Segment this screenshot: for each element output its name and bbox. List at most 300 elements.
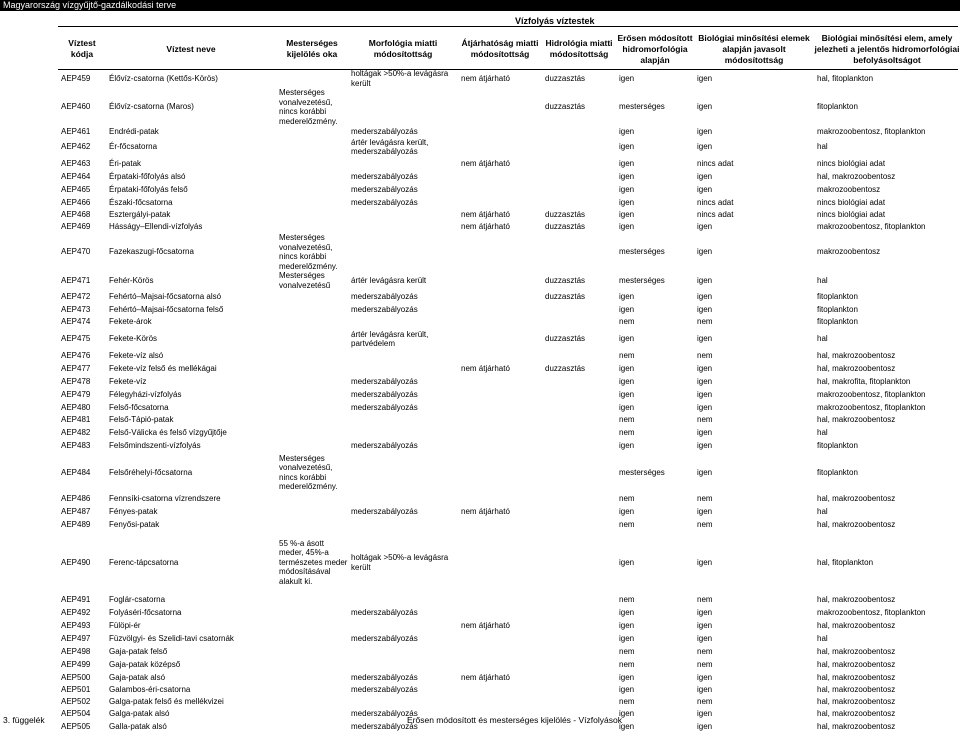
cell-passability	[460, 684, 544, 696]
cell-hydrology	[544, 696, 618, 708]
cell-code: AEP474	[61, 317, 91, 327]
cell-name: Felső-főcsatorna	[109, 402, 169, 412]
cell-name: Fekete-árok	[109, 317, 152, 327]
cell-biological: igen	[697, 376, 713, 386]
cell-indicator: hal, makrozoobentosz	[817, 171, 896, 181]
cell-morphology: mederszabályozás	[351, 376, 418, 386]
cell-heavily-modified: nem	[619, 659, 635, 669]
cell-passability	[460, 375, 544, 388]
cell-name: Gaja-patak alsó	[109, 672, 166, 682]
cell-heavily-modified: igen	[619, 210, 635, 220]
cell-artificial-reason	[278, 606, 350, 619]
cell-indicator: hal, fitoplankton	[817, 557, 874, 567]
cell-hydrology	[544, 388, 618, 401]
cell-name: Gaja-patak középső	[109, 659, 181, 669]
cell-artificial-reason	[278, 619, 350, 632]
cell-biological: igen	[697, 389, 713, 399]
cell-heavily-modified: igen	[619, 171, 635, 181]
cell-name: Galga-patak alsó	[109, 709, 170, 719]
cell-artificial-reason: Mesterséges vonalvezetésű, nincs korábbi mederelőzmény.	[279, 453, 338, 491]
cell-indicator: makrozoobentosz	[817, 247, 881, 257]
cell-heavily-modified: igen	[619, 222, 635, 232]
cell-heavily-modified: mesterséges	[619, 275, 665, 285]
table-row	[60, 671, 958, 684]
cell-name: Félegyházi-vízfolyás	[109, 389, 182, 399]
cell-biological: nem	[697, 494, 713, 504]
cell-biological: igen	[697, 334, 713, 344]
cell-hydrology	[544, 632, 618, 645]
cell-morphology: mederszabályozás	[351, 171, 418, 181]
cell-artificial-reason	[278, 196, 350, 209]
cell-name: Fekete-Körös	[109, 334, 158, 344]
cell-biological: nem	[697, 519, 713, 529]
cell-heavily-modified: igen	[619, 376, 635, 386]
cell-biological: igen	[697, 142, 713, 152]
cell-heavily-modified: nem	[619, 317, 635, 327]
cell-heavily-modified: igen	[619, 607, 635, 617]
cell-passability: nem átjárható	[461, 222, 510, 232]
footer-caption: Erősen módosított és mesterséges kijelölés - Vízfolyások	[407, 715, 622, 725]
cell-passability: nem átjárható	[461, 506, 510, 516]
cell-heavily-modified: igen	[619, 197, 635, 207]
cell-code: AEP468	[61, 210, 91, 220]
cell-code: AEP491	[61, 595, 91, 605]
cell-artificial-reason	[278, 426, 350, 439]
cell-morphology: mederszabályozás	[351, 402, 418, 412]
table-row	[60, 684, 958, 696]
cell-heavily-modified: igen	[619, 440, 635, 450]
cell-name: Ér-főcsatorna	[109, 142, 158, 152]
cell-morphology	[350, 316, 460, 328]
cell-morphology	[350, 493, 460, 505]
header-hidrologia: Hidrológia miatti módosítottság	[545, 38, 613, 59]
cell-indicator: hal	[817, 427, 828, 437]
cell-biological: nem	[697, 317, 713, 327]
cell-hydrology	[544, 684, 618, 696]
cell-name: Fennsíki-csatorna vízrendszere	[109, 494, 221, 504]
cell-artificial-reason	[278, 671, 350, 684]
table-row	[60, 594, 958, 606]
table-row	[60, 414, 958, 426]
cell-biological: nem	[697, 646, 713, 656]
cell-passability: nem átjárható	[461, 73, 510, 83]
cell-biological: igen	[697, 275, 713, 285]
cell-hydrology: duzzasztás	[545, 363, 586, 373]
cell-name: Északi-főcsatorna	[109, 197, 173, 207]
cell-passability	[460, 531, 544, 594]
cell-hydrology	[544, 137, 618, 157]
cell-biological: nincs adat	[697, 158, 734, 168]
table-row	[60, 209, 958, 221]
cell-code: AEP504	[61, 709, 91, 719]
cell-heavily-modified: mesterséges	[619, 102, 665, 112]
cell-heavily-modified: nem	[619, 351, 635, 361]
cell-name: Füzvölgyi- és Szelidi-tavi csatornák	[109, 633, 234, 643]
table-row	[60, 69, 958, 88]
cell-name: Ferenc-tápcsatorna	[109, 557, 179, 567]
cell-code: AEP499	[61, 659, 91, 669]
cell-code: AEP486	[61, 494, 91, 504]
table-row	[60, 426, 958, 439]
table-row	[60, 505, 958, 518]
cell-biological: igen	[697, 402, 713, 412]
cell-hydrology	[544, 594, 618, 606]
cell-code: AEP472	[61, 291, 91, 301]
cell-passability	[460, 271, 544, 290]
table-row	[60, 170, 958, 183]
cell-biological: igen	[697, 363, 713, 373]
cell-heavily-modified: nem	[619, 646, 635, 656]
cell-biological: igen	[697, 672, 713, 682]
cell-name: Esztergályi-patak	[109, 210, 171, 220]
cell-hydrology: duzzasztás	[545, 222, 586, 232]
cell-name: Érpataki-főfolyás alsó	[109, 171, 186, 181]
cell-artificial-reason: Mesterséges vonalvezetésű, nincs korábbi mederelőzmény.	[279, 88, 338, 126]
cell-heavily-modified: igen	[619, 506, 635, 516]
cell-code: AEP464	[61, 171, 91, 181]
cell-biological: igen	[697, 440, 713, 450]
cell-artificial-reason	[278, 350, 350, 362]
cell-heavily-modified: igen	[619, 142, 635, 152]
cell-artificial-reason	[278, 594, 350, 606]
cell-artificial-reason	[278, 316, 350, 328]
cell-indicator: hal, makrozoobentosz	[817, 697, 896, 707]
table-row	[60, 619, 958, 632]
cell-morphology	[350, 362, 460, 375]
cell-name: Élővíz-csatorna (Kettős-Körös)	[109, 73, 218, 83]
cell-passability	[460, 452, 544, 493]
cell-hydrology	[544, 350, 618, 362]
cell-biological: igen	[697, 102, 713, 112]
cell-biological: igen	[697, 291, 713, 301]
table-row	[60, 632, 958, 645]
cell-passability	[460, 303, 544, 316]
cell-indicator: hal, makrozoobentosz	[817, 415, 896, 425]
cell-indicator: hal	[817, 142, 828, 152]
cell-morphology: mederszabályozás	[351, 126, 418, 136]
cell-hydrology	[544, 439, 618, 452]
cell-name: Felső-Tápió-patak	[109, 415, 174, 425]
table-supertitle: Vízfolyás víztestek	[515, 16, 595, 26]
cell-name: Folyáséri-főcsatorna	[109, 607, 182, 617]
table-row	[60, 183, 958, 196]
cell-hydrology	[544, 505, 618, 518]
table-row	[60, 350, 958, 362]
cell-indicator: hal, makrozoobentosz	[817, 659, 896, 669]
cell-code: AEP498	[61, 646, 91, 656]
cell-heavily-modified: igen	[619, 685, 635, 695]
cell-heavily-modified: nem	[619, 415, 635, 425]
cell-hydrology	[544, 303, 618, 316]
cell-biological: nem	[697, 697, 713, 707]
cell-morphology	[350, 209, 460, 221]
cell-code: AEP470	[61, 247, 91, 257]
cell-biological: igen	[697, 633, 713, 643]
cell-heavily-modified: igen	[619, 158, 635, 168]
table-row	[60, 388, 958, 401]
cell-heavily-modified: igen	[619, 334, 635, 344]
cell-morphology	[350, 619, 460, 632]
cell-passability	[460, 518, 544, 531]
cell-name: Fekete-víz	[109, 376, 147, 386]
cell-passability	[460, 350, 544, 362]
cell-name: Galla-patak alsó	[109, 721, 167, 731]
cell-morphology: mederszabályozás	[351, 633, 418, 643]
cell-hydrology: duzzasztás	[545, 291, 586, 301]
cell-name: Fekete-víz alsó	[109, 351, 164, 361]
cell-code: AEP479	[61, 389, 91, 399]
table-row	[60, 531, 958, 594]
cell-code: AEP459	[61, 73, 91, 83]
cell-biological: igen	[697, 721, 713, 731]
cell-name: Fazekaszugi-főcsatorna	[109, 247, 194, 257]
cell-artificial-reason	[278, 493, 350, 505]
cell-heavily-modified: nem	[619, 519, 635, 529]
cell-passability	[460, 594, 544, 606]
cell-code: AEP471	[61, 275, 91, 285]
cell-morphology	[350, 452, 460, 493]
cell-indicator: makrozoobentosz, fitoplankton	[817, 607, 926, 617]
cell-name: Felsőréhelyi-főcsatorna	[109, 467, 193, 477]
cell-indicator: hal, makrozoobentosz	[817, 685, 896, 695]
cell-passability	[460, 439, 544, 452]
header-erosen: Erősen módosított hidromorfológia alapján	[617, 32, 693, 65]
cell-artificial-reason	[278, 328, 350, 350]
cell-indicator: makrozoobentosz, fitoplankton	[817, 402, 926, 412]
cell-indicator: fitoplankton	[817, 467, 858, 477]
table-row	[60, 271, 958, 290]
table-row	[60, 518, 958, 531]
cell-artificial-reason	[278, 439, 350, 452]
cell-passability	[460, 426, 544, 439]
cell-name: Fehértó–Majsai-főcsatorna felső	[109, 304, 224, 314]
cell-morphology	[350, 88, 460, 126]
cell-indicator: hal, makrozoobentosz	[817, 595, 896, 605]
cell-hydrology	[544, 671, 618, 684]
cell-biological: igen	[697, 467, 713, 477]
cell-passability: nem átjárható	[461, 620, 510, 630]
cell-biological: igen	[697, 222, 713, 232]
cell-indicator: fitoplankton	[817, 291, 858, 301]
cell-name: Felsőmindszenti-vízfolyás	[109, 440, 201, 450]
cell-biological: igen	[697, 607, 713, 617]
cell-indicator: hal, makrozoobentosz	[817, 351, 896, 361]
table-row	[60, 303, 958, 316]
cell-heavily-modified: igen	[619, 363, 635, 373]
cell-hydrology	[544, 658, 618, 671]
cell-hydrology	[544, 196, 618, 209]
cell-biological: nem	[697, 351, 713, 361]
cell-heavily-modified: igen	[619, 620, 635, 630]
cell-passability	[460, 493, 544, 505]
table-row	[60, 452, 958, 493]
cell-code: AEP492	[61, 607, 91, 617]
cell-name: Fehértó–Majsai-főcsatorna alsó	[109, 291, 222, 301]
cell-artificial-reason	[278, 388, 350, 401]
cell-name: Fehér-Körös	[109, 275, 154, 285]
cell-morphology	[350, 426, 460, 439]
cell-morphology	[350, 594, 460, 606]
cell-morphology: holtágak >50%-a levágásra került	[351, 69, 449, 88]
cell-heavily-modified: igen	[619, 73, 635, 83]
cell-name: Fülöpi-ér	[109, 620, 141, 630]
cell-hydrology	[544, 401, 618, 414]
cell-hydrology	[544, 518, 618, 531]
cell-name: Éri-patak	[109, 158, 142, 168]
cell-morphology	[350, 233, 460, 271]
cell-morphology	[350, 696, 460, 708]
cell-hydrology	[544, 183, 618, 196]
cell-hydrology	[544, 170, 618, 183]
cell-artificial-reason	[278, 645, 350, 658]
cell-hydrology	[544, 619, 618, 632]
cell-artificial-reason	[278, 290, 350, 303]
cell-morphology: holtágak >50%-a levágásra került	[351, 553, 449, 572]
cell-code: AEP500	[61, 672, 91, 682]
cell-code: AEP487	[61, 506, 91, 516]
cell-heavily-modified: igen	[619, 126, 635, 136]
cell-indicator: nincs biológiai adat	[817, 197, 886, 207]
cell-code: AEP480	[61, 402, 91, 412]
cell-artificial-reason	[278, 632, 350, 645]
cell-name: Élővíz-csatorna (Maros)	[109, 102, 194, 112]
cell-code: AEP460	[61, 102, 91, 112]
cell-code: AEP473	[61, 304, 91, 314]
cell-indicator: hal, makrozoobentosz	[817, 721, 896, 731]
cell-indicator: hal	[817, 275, 828, 285]
cell-passability	[460, 170, 544, 183]
cell-code: AEP475	[61, 334, 91, 344]
cell-hydrology: duzzasztás	[545, 275, 586, 285]
cell-morphology: mederszabályozás	[351, 685, 418, 695]
cell-passability: nem átjárható	[461, 363, 510, 373]
cell-artificial-reason	[278, 209, 350, 221]
cell-morphology	[350, 157, 460, 170]
cell-heavily-modified: igen	[619, 709, 635, 719]
cell-morphology	[350, 658, 460, 671]
table-row	[60, 493, 958, 505]
cell-hydrology	[544, 233, 618, 271]
cell-biological: igen	[697, 709, 713, 719]
cell-heavily-modified: nem	[619, 494, 635, 504]
table-row	[60, 658, 958, 671]
cell-code: AEP466	[61, 197, 91, 207]
table-row	[60, 290, 958, 303]
cell-morphology	[350, 518, 460, 531]
cell-artificial-reason: Mesterséges vonalvezetésű	[279, 271, 331, 290]
cell-passability	[460, 196, 544, 209]
cell-name: Foglár-csatorna	[109, 595, 166, 605]
cell-morphology	[350, 645, 460, 658]
cell-heavily-modified: mesterséges	[619, 467, 665, 477]
cell-passability: nem átjárható	[461, 158, 510, 168]
cell-biological: igen	[697, 184, 713, 194]
cell-hydrology	[544, 316, 618, 328]
cell-artificial-reason	[278, 414, 350, 426]
cell-biological: igen	[697, 247, 713, 257]
cell-code: AEP497	[61, 633, 91, 643]
cell-biological: nincs adat	[697, 197, 734, 207]
cell-artificial-reason	[278, 658, 350, 671]
cell-passability	[460, 632, 544, 645]
header-biologiai: Biológiai minősítési elemek alapján javasolt módosítottság	[698, 32, 810, 65]
cell-name: Fényes-patak	[109, 506, 158, 516]
cell-biological: nem	[697, 415, 713, 425]
cell-passability	[460, 290, 544, 303]
cell-heavily-modified: mesterséges	[619, 247, 665, 257]
cell-morphology: mederszabályozás	[351, 721, 418, 731]
cell-heavily-modified: igen	[619, 402, 635, 412]
cell-morphology: mederszabályozás	[351, 672, 418, 682]
cell-morphology	[350, 350, 460, 362]
cell-artificial-reason	[278, 362, 350, 375]
cell-passability	[460, 126, 544, 137]
cell-hydrology	[544, 375, 618, 388]
cell-heavily-modified: igen	[619, 672, 635, 682]
table-row	[60, 439, 958, 452]
cell-passability	[460, 316, 544, 328]
cell-code: AEP483	[61, 440, 91, 450]
table-row	[60, 606, 958, 619]
cell-morphology: ártér levágásra került	[351, 275, 427, 285]
table-row	[60, 696, 958, 708]
cell-biological: igen	[697, 685, 713, 695]
cell-code: AEP476	[61, 351, 91, 361]
cell-passability	[460, 328, 544, 350]
cell-indicator: fitoplankton	[817, 440, 858, 450]
cell-biological: igen	[697, 304, 713, 314]
cell-indicator: hal, makrofita, fitoplankton	[817, 376, 911, 386]
cell-biological: igen	[697, 73, 713, 83]
cell-biological: igen	[697, 620, 713, 630]
cell-passability: nem átjárható	[461, 672, 510, 682]
cell-passability	[460, 658, 544, 671]
cell-hydrology	[544, 606, 618, 619]
cell-artificial-reason	[278, 696, 350, 708]
cell-morphology: mederszabályozás	[351, 304, 418, 314]
cell-artificial-reason	[278, 518, 350, 531]
cell-biological: igen	[697, 171, 713, 181]
cell-heavily-modified: igen	[619, 389, 635, 399]
cell-artificial-reason	[278, 505, 350, 518]
cell-code: AEP478	[61, 376, 91, 386]
cell-indicator: makrozoobentosz	[817, 184, 881, 194]
cell-hydrology	[544, 531, 618, 594]
cell-indicator: hal, makrozoobentosz	[817, 620, 896, 630]
cell-heavily-modified: nem	[619, 427, 635, 437]
cell-hydrology	[544, 493, 618, 505]
cell-heavily-modified: igen	[619, 304, 635, 314]
cell-code: AEP461	[61, 126, 91, 136]
header-mesterseges: Mesterséges kijelölés oka	[286, 38, 338, 59]
cell-artificial-reason	[278, 221, 350, 233]
cell-name: Fekete-víz felső és mellékágai	[109, 363, 217, 373]
cell-indicator: hal, makrozoobentosz	[817, 519, 896, 529]
cell-indicator: hal, makrozoobentosz	[817, 709, 896, 719]
cell-hydrology: duzzasztás	[545, 102, 586, 112]
cell-hydrology	[544, 157, 618, 170]
cell-code: AEP490	[61, 557, 91, 567]
cell-name: Galga-patak felső és mellékvizei	[109, 697, 224, 707]
cell-code: AEP462	[61, 142, 91, 152]
cell-name: Endrédi-patak	[109, 126, 159, 136]
table-row	[60, 233, 958, 271]
cell-artificial-reason	[278, 684, 350, 696]
cell-passability	[460, 645, 544, 658]
cell-passability: nem átjárható	[461, 210, 510, 220]
cell-code: AEP469	[61, 222, 91, 232]
table-row	[60, 645, 958, 658]
